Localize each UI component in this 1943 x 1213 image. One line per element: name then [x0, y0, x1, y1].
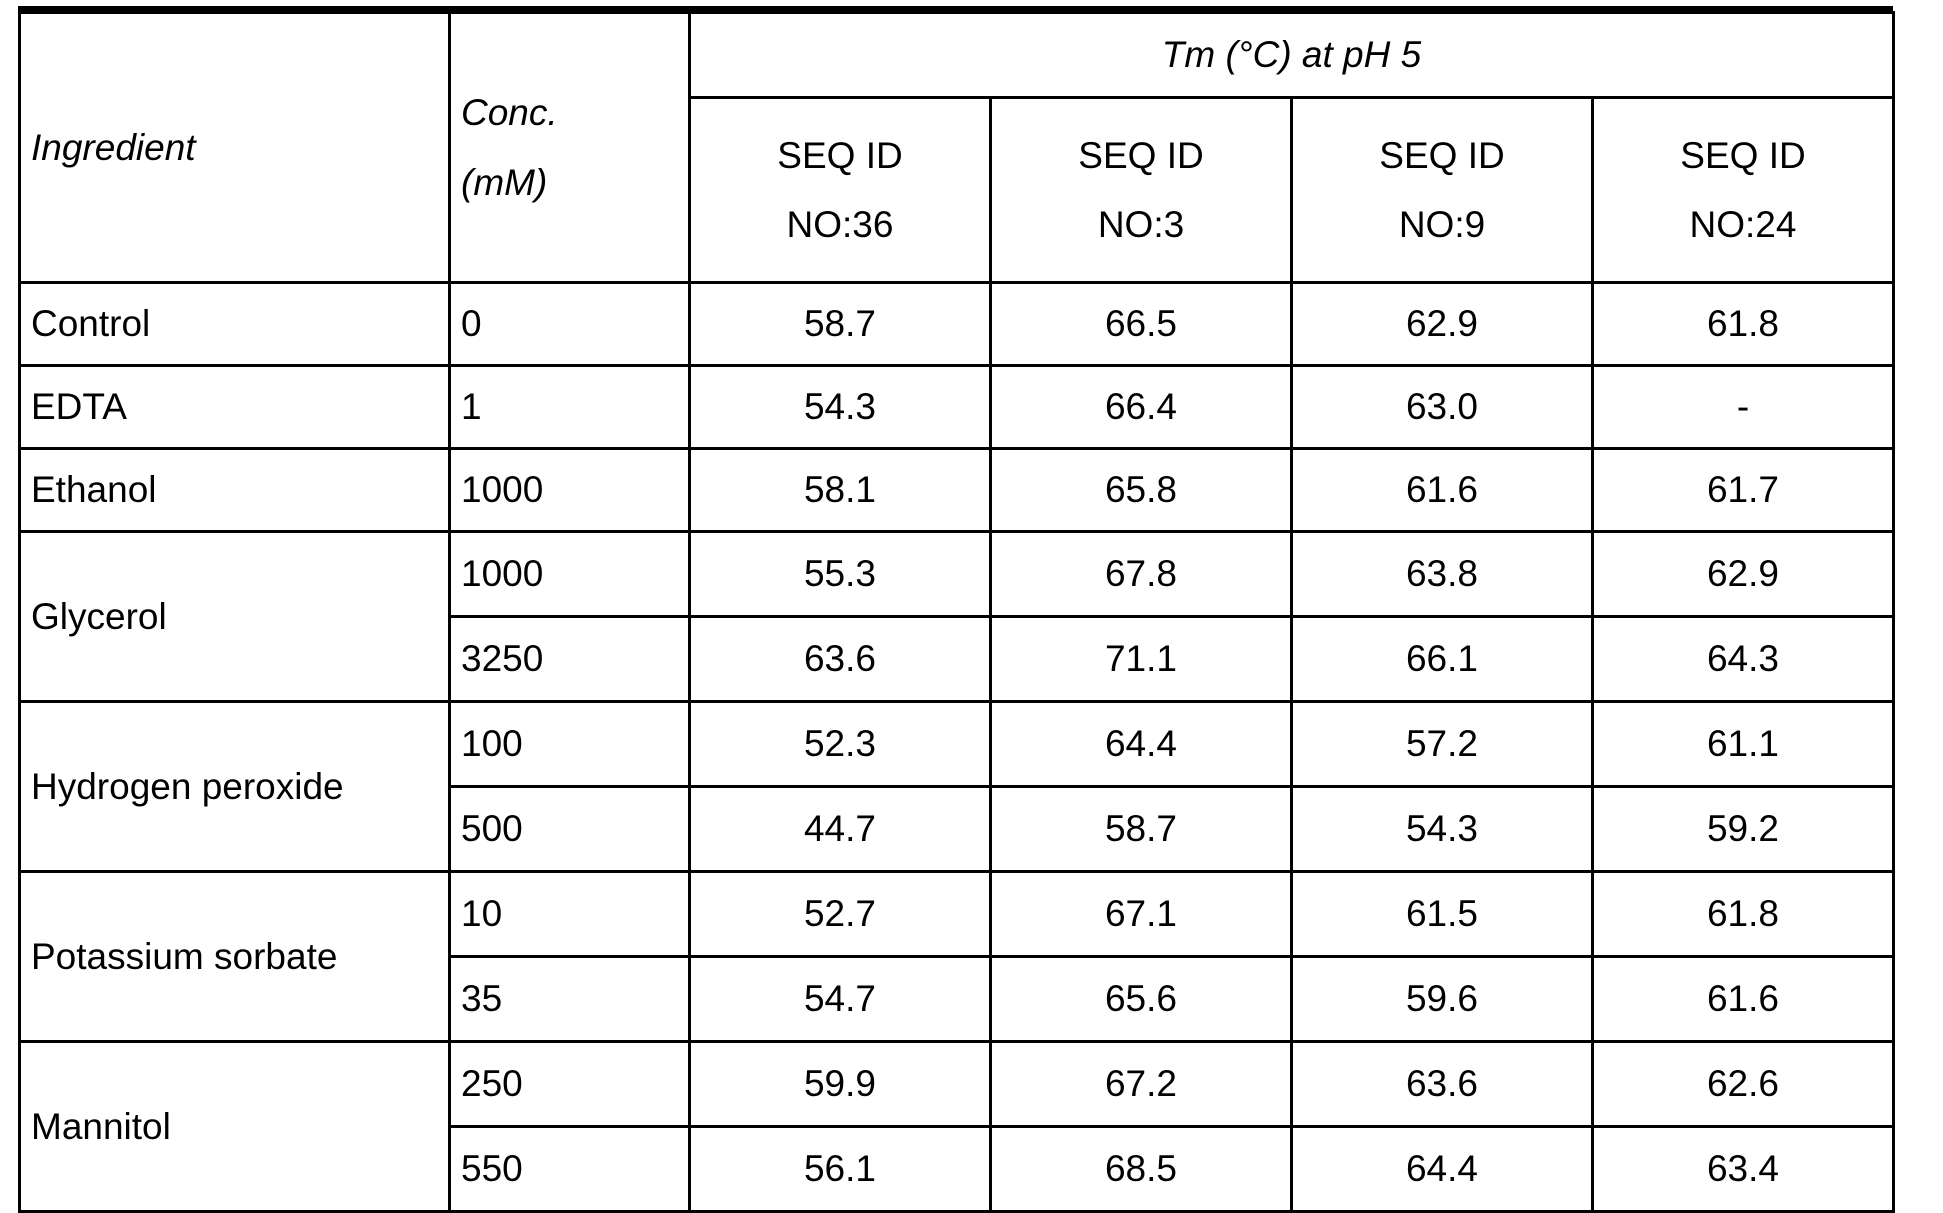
table-row	[20, 872, 1894, 957]
cell-value-seq3: 71.1	[991, 617, 1292, 702]
cell-value-seq3: 67.1	[991, 872, 1292, 957]
cell-conc: 1	[450, 366, 690, 449]
cell-ingredient: EDTA	[20, 366, 450, 449]
cell-value-seq24: 63.4	[1593, 1127, 1894, 1212]
cell-value-seq9: 61.6	[1292, 449, 1593, 532]
cell-value-seq9: 63.6	[1292, 1042, 1593, 1127]
table-row	[20, 449, 1894, 532]
cell-conc: 550	[450, 1127, 690, 1212]
cell-conc: 10	[450, 872, 690, 957]
table-row	[20, 283, 1894, 366]
header-row-group	[20, 13, 1894, 98]
cell-value-seq3: 66.5	[991, 283, 1292, 366]
cell-value-seq36: 58.7	[690, 283, 991, 366]
cell-value-seq3: 67.2	[991, 1042, 1292, 1127]
cell-value-seq36: 63.6	[690, 617, 991, 702]
header-seq-1-line1: SEQ ID	[1078, 134, 1204, 176]
cell-value-seq3: 66.4	[991, 366, 1292, 449]
cell-value-seq36: 58.1	[690, 449, 991, 532]
cell-value-seq36: 56.1	[690, 1127, 991, 1212]
cell-value-seq24: 59.2	[1593, 787, 1894, 872]
header-concentration	[450, 13, 690, 283]
cell-conc: 500	[450, 787, 690, 872]
cell-value-seq36: 59.9	[690, 1042, 991, 1127]
header-seq-3-line2: NO:24	[1689, 204, 1797, 245]
cell-conc: 0	[450, 283, 690, 366]
cell-value-seq24: 61.8	[1593, 283, 1894, 366]
cell-value-seq9: 64.4	[1292, 1127, 1593, 1212]
cell-value-seq3: 65.6	[991, 957, 1292, 1042]
cell-value-seq9: 54.3	[1292, 787, 1593, 872]
cell-value-seq24: 61.1	[1593, 702, 1894, 787]
cell-ingredient: Mannitol	[20, 1042, 450, 1212]
table-body	[20, 283, 1894, 1212]
table-row	[20, 532, 1894, 617]
table-row	[20, 366, 1894, 449]
cell-value-seq3: 68.5	[991, 1127, 1292, 1212]
cell-value-seq9: 62.9	[1292, 283, 1593, 366]
cell-value-seq9: 63.8	[1292, 532, 1593, 617]
cell-conc: 250	[450, 1042, 690, 1127]
cell-value-seq36: 54.7	[690, 957, 991, 1042]
cell-value-seq9: 66.1	[1292, 617, 1593, 702]
header-seq-1	[991, 98, 1292, 283]
header-seq-0-line1: SEQ ID	[777, 134, 903, 176]
cell-value-seq24: 62.6	[1593, 1042, 1894, 1127]
cell-ingredient: Glycerol	[20, 532, 450, 702]
header-seq-0	[690, 98, 991, 283]
header-conc-line2: (mM)	[461, 161, 548, 203]
table-row	[20, 702, 1894, 787]
cell-ingredient: Potassium sorbate	[20, 872, 450, 1042]
header-ingredient: Ingredient	[20, 13, 450, 283]
table-row	[20, 1042, 1894, 1127]
cell-value-seq24: 64.3	[1593, 617, 1894, 702]
cell-value-seq24: 61.7	[1593, 449, 1894, 532]
cell-value-seq3: 64.4	[991, 702, 1292, 787]
cell-conc: 1000	[450, 532, 690, 617]
cell-conc: 35	[450, 957, 690, 1042]
cell-value-seq9: 59.6	[1292, 957, 1593, 1042]
cell-value-seq9: 63.0	[1292, 366, 1593, 449]
cell-value-seq36: 52.7	[690, 872, 991, 957]
cell-ingredient: Ethanol	[20, 449, 450, 532]
header-seq-2-line1: SEQ ID	[1379, 134, 1505, 176]
cell-value-seq24: -	[1593, 366, 1894, 449]
header-conc-line1: Conc.	[461, 92, 558, 134]
tm-data-table	[18, 11, 1895, 1213]
cell-value-seq24: 61.8	[1593, 872, 1894, 957]
cell-conc: 3250	[450, 617, 690, 702]
header-seq-2-line2: NO:9	[1398, 204, 1486, 245]
header-tm-group: Tm (°C) at pH 5	[690, 13, 1894, 98]
cell-ingredient: Hydrogen peroxide	[20, 702, 450, 872]
cell-value-seq36: 52.3	[690, 702, 991, 787]
cell-value-seq24: 62.9	[1593, 532, 1894, 617]
header-seq-2	[1292, 98, 1593, 283]
cell-conc: 1000	[450, 449, 690, 532]
cell-ingredient: Control	[20, 283, 450, 366]
cell-value-seq36: 54.3	[690, 366, 991, 449]
cell-value-seq3: 58.7	[991, 787, 1292, 872]
table-header	[20, 13, 1894, 283]
cell-value-seq9: 61.5	[1292, 872, 1593, 957]
cell-conc: 100	[450, 702, 690, 787]
header-seq-3	[1593, 98, 1894, 283]
cell-value-seq3: 65.8	[991, 449, 1292, 532]
cell-value-seq3: 67.8	[991, 532, 1292, 617]
header-seq-0-line2: NO:36	[786, 204, 894, 245]
cell-value-seq24: 61.6	[1593, 957, 1894, 1042]
cell-value-seq36: 55.3	[690, 532, 991, 617]
cell-value-seq9: 57.2	[1292, 702, 1593, 787]
header-seq-3-line1: SEQ ID	[1680, 134, 1806, 176]
cell-value-seq36: 44.7	[690, 787, 991, 872]
header-seq-1-line2: NO:3	[1097, 204, 1185, 245]
